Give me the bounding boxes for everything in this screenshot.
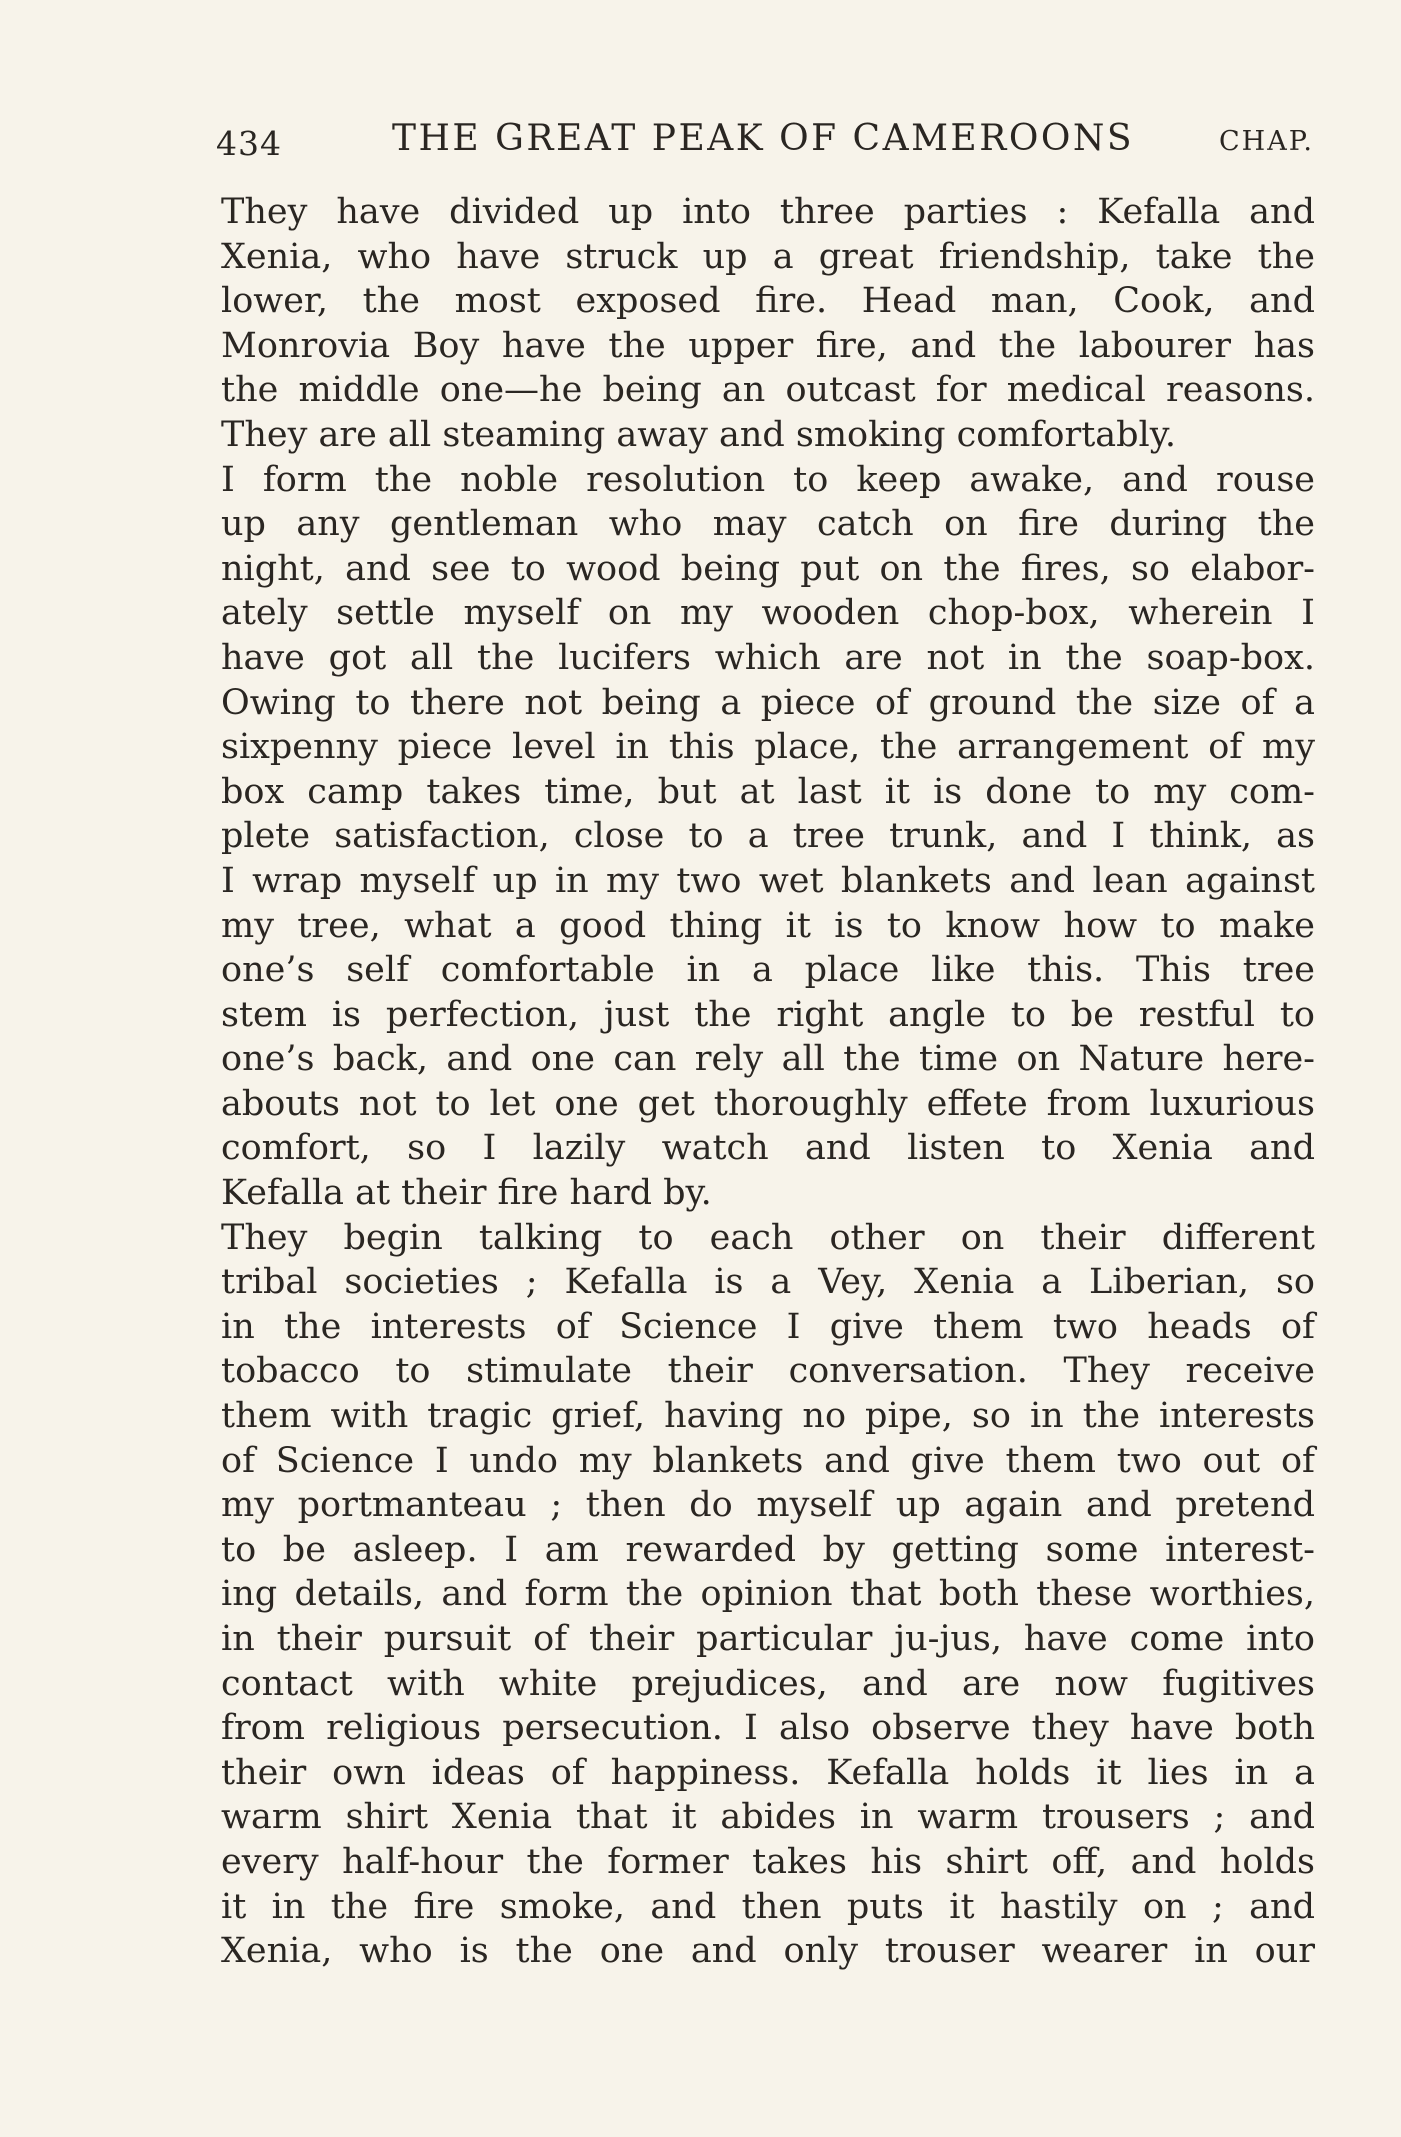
text-line: Owing to there not being a piece of ground the size of a	[221, 682, 1315, 723]
text-line: in the interests of Science I give them two heads of	[221, 1306, 1315, 1347]
text-line: tobacco to stimulate their conversation. They receive	[221, 1351, 1315, 1392]
text-line: I wrap myself up in my two wet blankets and lean against	[221, 860, 1315, 901]
text-line: their own ideas of happiness. Kefalla holds it lies in a	[221, 1752, 1315, 1793]
text-line: box camp takes time, but at last it is done to my com-	[221, 771, 1315, 812]
text-line: from religious persecution. I also observe they have both	[221, 1708, 1315, 1749]
text-line: one’s back, and one can rely all the time on Nature here-	[221, 1039, 1315, 1080]
text-line: I form the noble resolution to keep awake, and rouse	[221, 459, 1315, 500]
text-line: the middle one—he being an outcast for medical reasons.	[221, 370, 1315, 411]
text-line: They begin talking to each other on their different	[221, 1217, 1315, 1258]
text-line: in their pursuit of their particular ju-jus, have come into	[221, 1619, 1315, 1659]
running-title: THE GREAT PEAK OF CAMEROONS	[392, 118, 1135, 159]
text-line: every half-hour the former takes his shirt off, and holds	[221, 1841, 1315, 1882]
text-line: ing details, and form the opinion that both these worthies,	[221, 1574, 1315, 1615]
text-line: my portmanteau ; then do myself up again and pretend	[221, 1485, 1315, 1526]
text-line: night, and see to wood being put on the fires, so elabor-	[221, 548, 1315, 589]
text-line: warm shirt Xenia that it abides in warm trousers ; and	[221, 1797, 1315, 1838]
text-line: it in the fire smoke, and then puts it hastily on ; and	[221, 1886, 1315, 1927]
text-line: contact with white prejudices, and are now fugitives	[221, 1663, 1315, 1704]
text-line: comfort, so I lazily watch and listen to Xenia and	[221, 1128, 1315, 1169]
text-line: to be asleep. I am rewarded by getting some interest-	[221, 1529, 1315, 1570]
text-line: my tree, what a good thing it is to know how to make	[221, 905, 1315, 946]
text-line: plete satisfaction, close to a tree trunk, and I think, as	[221, 816, 1315, 857]
text-line: abouts not to let one get thoroughly effete from luxurious	[221, 1083, 1315, 1124]
text-line: stem is perfection, just the right angle to be restful to	[221, 994, 1315, 1035]
text-line: sixpenny piece level in this place, the arrangement of my	[221, 727, 1315, 768]
text-line: one’s self comfortable in a place like this. This tree	[221, 950, 1315, 991]
page-number: 434	[216, 124, 282, 163]
text-line: have got all the lucifers which are not in the soap-box.	[221, 637, 1315, 678]
chapter-label: CHAP.	[1219, 126, 1314, 157]
text-line: Monrovia Boy have the upper fire, and the labourer has	[221, 325, 1315, 366]
text-line: Xenia, who is the one and only trouser wearer in our	[221, 1931, 1315, 1972]
text-line: tribal societies ; Kefalla is a Vey, Xenia a Liberian, so	[221, 1262, 1315, 1303]
text-line: of Science I undo my blankets and give them two out of	[221, 1440, 1315, 1481]
text-line: They are all steaming away and smoking comfortably.	[221, 414, 1176, 455]
text-line: up any gentleman who may catch on fire during the	[221, 504, 1315, 545]
running-header	[216, 118, 1314, 164]
text-line: Xenia, who have struck up a great friendship, take the	[221, 236, 1315, 277]
text-line: them with tragic grief, having no pipe, so in the interests	[221, 1396, 1315, 1437]
text-line: They have divided up into three parties : Kefalla and	[221, 192, 1315, 232]
text-line: Kefalla at their fire hard by.	[221, 1173, 712, 1214]
body-text	[221, 190, 1315, 1974]
text-line: ately settle myself on my wooden chop-box, wherein I	[221, 593, 1315, 634]
text-line: lower, the most exposed fire. Head man, Cook, and	[221, 281, 1315, 322]
